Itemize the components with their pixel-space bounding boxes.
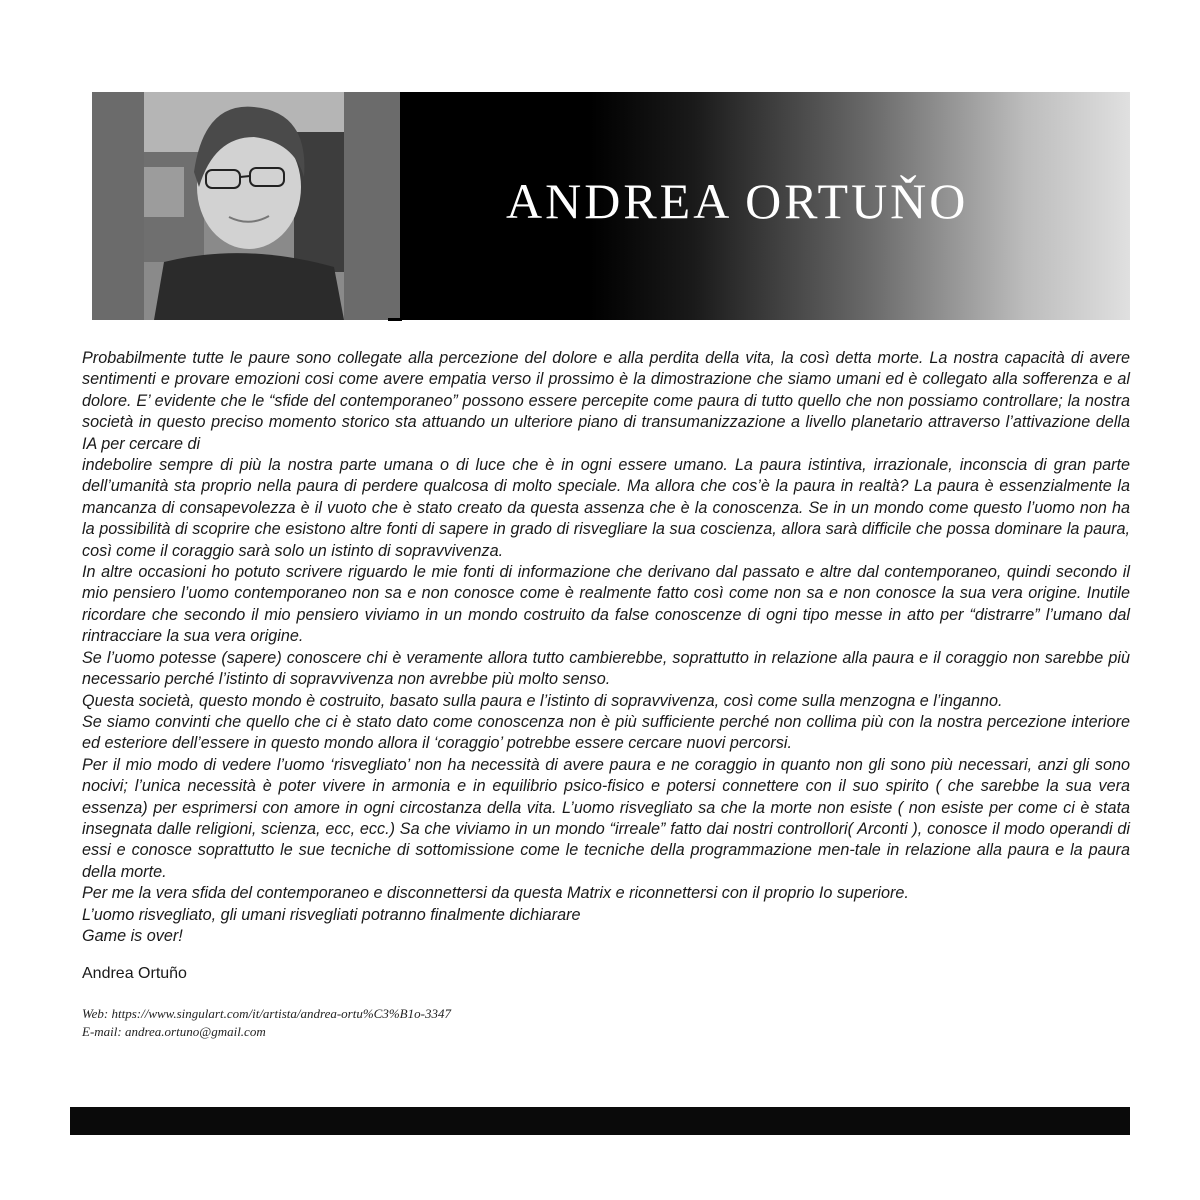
paragraph: Per me la vera sfida del contemporaneo e disconnettersi da questa Matrix e riconnettersi con il proprio Io superiore. xyxy=(82,884,909,903)
author-name-heading: ANDREA ORTUŇO xyxy=(506,173,969,229)
paragraph: In altre occasioni ho potuto scrivere riguardo le mie fonti di informazione che derivano dal passato e altre dal contemporaneo, quindi secondo il mio pensiero l’uomo contemporaneo non sa e non conosce come è realmente fatto così come non sa e non conosce la sua vera origine. Inutile ricordare che secondo il mio pensiero viviamo in un mondo costruito da false conoscenze di ogni tipo messe in atto per “distrarre” l’umano dal rintracciare la sua vera origine. xyxy=(82,563,1130,646)
paragraph: Probabilmente tutte le paure sono collegate alla percezione del dolore e alla perdita della vita, la così detta morte. La nostra capacità di avere sentimenti e provare emozioni cosi come avere empatia verso il prossimo è la dimostrazione che siamo umani ed è collegato alla sofferenza e al dolore. E’ evidente che le “sfide del contemporaneo” possono essere percepite come paura di tutto quello che non possiamo controllare; la nostra società in questo preciso momento storico sta attuando un ulteriore piano di transumanizzazione a livello planetario attraverso l’attivazione della IA per cercare di xyxy=(82,349,1130,453)
paragraph: Questa società, questo mondo è costruito, basato sulla paura e l’istinto di sopravvivenza, così come sulla menzogna e l’inganno. xyxy=(82,691,1003,710)
paragraph: L’uomo risvegliato, gli umani risvegliati potranno finalmente dichiarare xyxy=(82,905,581,924)
photo-frame xyxy=(92,92,400,320)
divider-mark xyxy=(388,318,402,321)
web-link[interactable]: Web: https://www.singulart.com/it/artista/andrea-ortu%C3%B1o-3347 xyxy=(82,1006,451,1021)
email-link[interactable]: E-mail: andrea.ortuno@gmail.com xyxy=(82,1024,266,1039)
footer-bar xyxy=(70,1107,1130,1135)
header-banner xyxy=(92,92,1130,320)
paragraph: Per il mio modo di vedere l’uomo ‘risvegliato’ non ha necessità di avere paura e ne coraggio in quanto non gli sono più necessari, anzi gli sono nocivi; l’unica necessità è poter vivere in armonia e in equilibrio psico-fisico e potersi connettere con il suo spirito ( che sarebbe la sua vera essenza) per esprimersi con amore in ogni circostanza della vita. L’uomo risvegliato sa che la morte non esiste ( non esiste per come ci è stata insegnata dalle religioni, scienza, ecc, ecc.) Sa che viviamo in un mondo “irreale” fatto dai nostri controllori( Arconti ), conosce il modo operandi di essi e conosce soprattutto le sue tecniche di sottomissione come le tecniche della programmazione men-tale in relazione alla paura e la paura della morte. xyxy=(82,755,1130,881)
contact-info xyxy=(82,1005,451,1041)
paragraph: Game is over! xyxy=(82,926,183,945)
signature: Andrea Ortuño xyxy=(82,965,187,982)
paragraph: Se siamo convinti che quello che ci è stato dato come conoscenza non è più sufficiente perché non collima più con la nostra percezione interiore ed esteriore dell’essere in questo mondo allora il ‘coraggio’ potrebbe essere cercare nuovi percorsi. xyxy=(82,712,1130,753)
article-body xyxy=(82,348,1130,947)
paragraph: Se l’uomo potesse (sapere) conoscere chi è veramente allora tutto cambierebbe, soprattutto in relazione alla paura e il coraggio non sarebbe più necessario perché l’istinto di sopravvivenza non avrebbe più molto senso. xyxy=(82,648,1130,689)
author-portrait xyxy=(144,92,344,320)
paragraph: indebolire sempre di più la nostra parte umana o di luce che è in ogni essere umano. La paura istintiva, irrazionale, inconscia di gran parte dell’umanità sta proprio nella paura di perdere qualcosa di molto speciale. Ma allora che cos’è la paura in realtà? La paura è essenzialmente la mancanza di consapevolezza è il vuoto che è stato creato da questa assenza che è la conoscenza. Se in un mondo come questo l’uomo non ha la possibilità di scoprire che esistono altre fonti di sapere in grado di risvegliare la sua coscienza, allora sarà difficile che possa dominare la paura, così come il coraggio sarà solo un istinto di sopravvivenza. xyxy=(82,456,1130,560)
